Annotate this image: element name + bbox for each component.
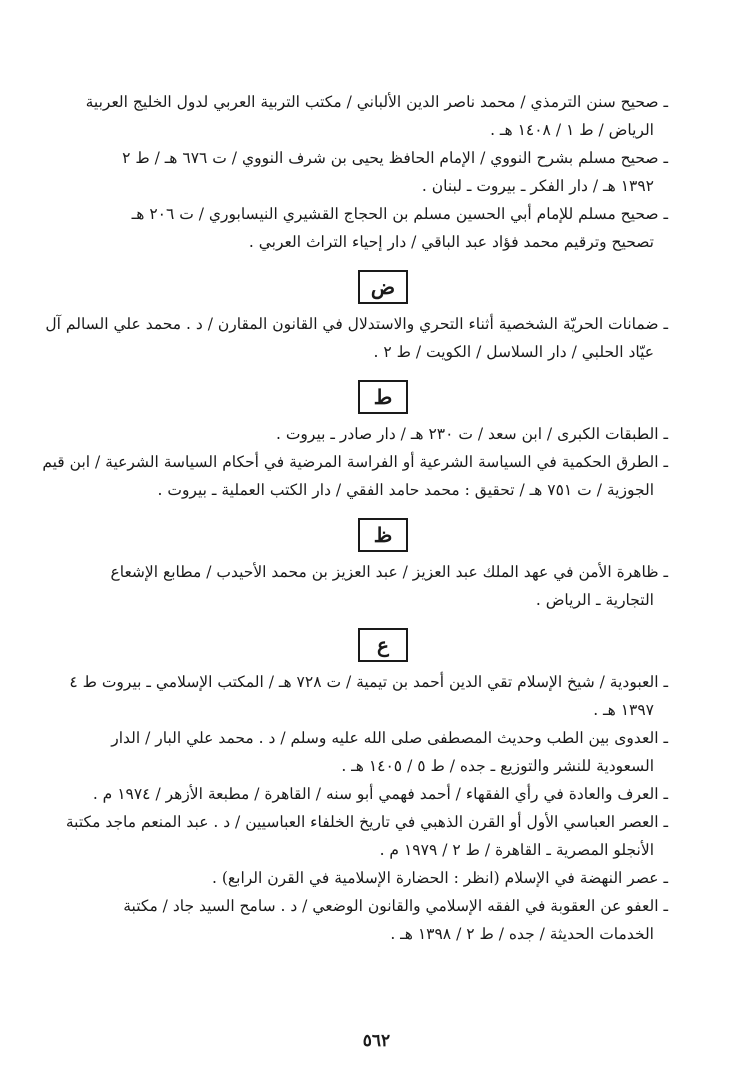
entry-line-first: ـ صحيح مسلم للإمام أبي الحسين مسلم بن الحجاج القشيري النيسابوري / ت ٢٠٦ هـ: [131, 205, 668, 223]
entry-line-continuation: ١٣٩٢ هـ / دار الفكر ـ بيروت ـ لبنان .: [421, 177, 654, 195]
bibliography-entry: [98, 200, 668, 256]
entry-line-first: ـ العدوى بين الطب وحديث المصطفى صلى الله عليه وسلم / د . محمد علي البار / الدار: [111, 729, 668, 747]
section-letter-box: ط: [358, 380, 408, 414]
entry-line-first: ـ العصر العباسي الأول أو القرن الذهبي في تاريخ الخلفاء العباسيين / د . عبد المنعم ماجد مكتبة: [65, 813, 668, 831]
bibliography-entry: [98, 864, 668, 892]
entry-line-continuation: الجوزية / ت ٧٥١ هـ / تحقيق : محمد حامد الفقي / دار الكتب العملية ـ بيروت .: [157, 481, 654, 499]
section-letter-box: ع: [358, 628, 408, 662]
section-letter-wrap: [98, 270, 668, 310]
entry-line-first: ـ العبودية / شيخ الإسلام تقي الدين أحمد بن تيمية / ت ٧٢٨ هـ / المكتب الإسلامي ـ بيروت ط ٤: [69, 673, 668, 691]
bibliography-entry: [69, 668, 668, 724]
bibliography-page: [42, 88, 668, 948]
entry-line-continuation: التجارية ـ الرياض .: [535, 591, 654, 609]
bibliography-entry: [45, 310, 668, 366]
entry-line-continuation: السعودية للنشر والتوزيع ـ جده / ط ٥ / ١٤٠٥ هـ .: [341, 757, 654, 775]
bibliography-entry: [42, 448, 668, 504]
section-letter-box: ض: [358, 270, 408, 304]
entry-line-first: ـ الطبقات الكبرى / ابن سعد / ت ٢٣٠ هـ / دار صادر ـ بيروت .: [275, 425, 668, 443]
section-letter-wrap: [98, 518, 668, 558]
entry-line-continuation: ١٣٩٧ هـ .: [593, 701, 654, 719]
bibliography-entry: [92, 780, 668, 808]
entry-line-first: ـ صحيح مسلم بشرح النووي / الإمام الحافظ يحيى بن شرف النووي / ت ٦٧٦ هـ / ط ٢: [122, 149, 668, 167]
entry-line-first: ـ عصر النهضة في الإسلام (انظر : الحضارة الإسلامية في القرن الرابع) .: [211, 869, 668, 887]
bibliography-entry: [98, 144, 668, 200]
section-letter-box: ظ: [358, 518, 408, 552]
entry-line-continuation: الرياض / ط ١ / ١٤٠٨ هـ .: [490, 121, 654, 139]
bibliography-entry: [98, 558, 668, 614]
bibliography-entry: [98, 724, 668, 780]
entry-line-first: ـ العفو عن العقوبة في الفقه الإسلامي والقانون الوضعي / د . سامح السيد جاد / مكتبة: [123, 897, 668, 915]
bibliography-entry: [98, 420, 668, 448]
bibliography-entry: [85, 88, 668, 144]
bibliography-entry: [65, 808, 668, 864]
entry-line-first: ـ ضمانات الحريّة الشخصية أثناء التحري والاستدلال في القانون المقارن / د . محمد علي السالم آل: [45, 315, 668, 333]
page-number: ٥٦٢: [362, 1031, 391, 1051]
entry-line-first: ـ صحيح سنن الترمذي / محمد ناصر الدين الألباني / مكتب التربية العربي لدول الخليج العربية: [85, 93, 668, 111]
section-letter-wrap: [98, 380, 668, 420]
entry-line-continuation: الأنجلو المصرية ـ القاهرة / ط ٢ / ١٩٧٩ م .: [379, 841, 654, 859]
entry-line-first: ـ ظاهرة الأمن في عهد الملك عبد العزيز / عبد العزيز بن محمد الأحيدب / مطابع الإشعاع: [110, 563, 668, 581]
entry-line-first: ـ العرف والعادة في رأي الفقهاء / أحمد فهمي أبو سنه / القاهرة / مطبعة الأزهر / ١٩٧٤ م .: [92, 785, 668, 803]
entry-line-first: ـ الطرق الحكمية في السياسة الشرعية أو الفراسة المرضية في أحكام السياسة الشرعية / ابن قيم: [42, 453, 668, 471]
bibliography-entry: [98, 892, 668, 948]
entry-line-continuation: الخدمات الحديثة / جده / ط ٢ / ١٣٩٨ هـ .: [390, 925, 654, 943]
section-letter-wrap: [98, 628, 668, 668]
entry-line-continuation: عيّاد الحلبي / دار السلاسل / الكويت / ط ٢ .: [373, 343, 654, 361]
entry-line-continuation: تصحيح وترقيم محمد فؤاد عبد الباقي / دار إحياء التراث العربي .: [248, 233, 654, 251]
